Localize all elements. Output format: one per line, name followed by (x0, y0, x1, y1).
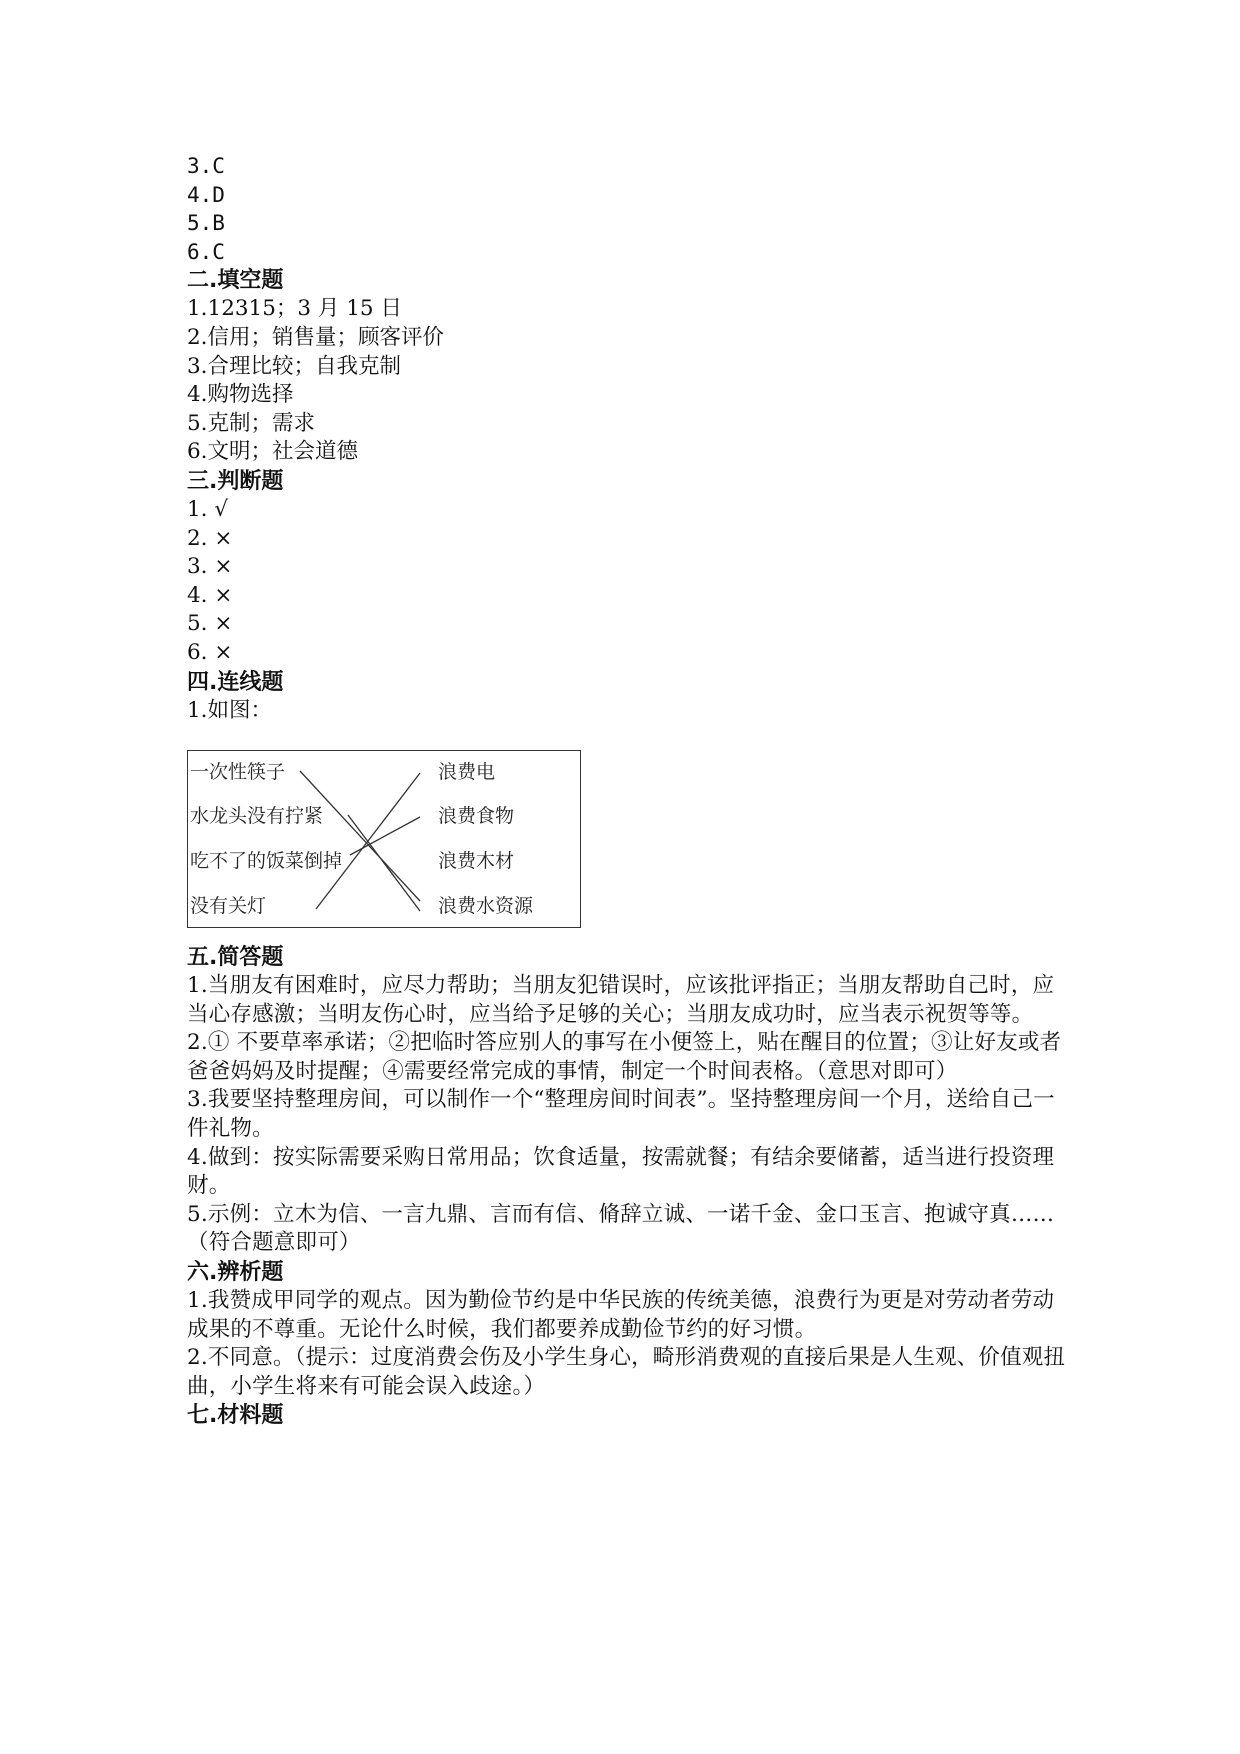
answer-paragraph: 3.我要坚持整理房间，可以制作一个“整理房间时间表”。坚持整理房间一个月，送给自己一件礼物。 (187, 1087, 1055, 1142)
analyze-answers (187, 1287, 1067, 1401)
match-line (300, 771, 420, 901)
answer-line: 1.12315；3 月 15 日 (187, 296, 402, 322)
answer-line: 6.C (187, 239, 225, 264)
answer-line: 6. × (187, 639, 233, 665)
figure-left-label: 吃不了的饭菜倒掉 (190, 850, 343, 873)
answer-line: 4.D (187, 182, 225, 207)
answer-line: 2. × (187, 525, 233, 551)
section-heading-material: 七.材料题 (187, 1403, 284, 1429)
figure-left-label: 一次性筷子 (190, 761, 286, 784)
judge-answers (187, 496, 1067, 668)
figure-right-label: 浪费木材 (438, 850, 515, 873)
fill-answers (187, 295, 1067, 467)
answer-paragraph: 2.不同意。（提示：过度消费会伤及小学生身心，畸形消费观的直接后果是人生观、价值观扭曲，小学生将来有可能会误入歧途。） (187, 1345, 1066, 1399)
figure-left-label: 没有关灯 (190, 895, 267, 918)
answer-paragraph: 2.① 不要草率承诺；②把临时答应别人的事写在小便签上，贴在醒目的位置；③让好友或者爸爸妈妈及时提醒；④需要经常完成的事情，制定一个时间表格。（意思对即可） (187, 1030, 1062, 1084)
section-heading-judge: 三.判断题 (187, 468, 284, 494)
match-line (316, 773, 420, 909)
answer-line: 2.信用；销售量；顾客评价 (187, 324, 445, 350)
section-heading-short: 五.简答题 (187, 945, 284, 971)
answer-paragraph: 5.示例：立木为信、一言九鼎、言而有信、脩辞立诚、一诺千金、金口玉言、抱诚守真……（符合题意即可） (187, 1201, 1055, 1256)
short-answers (187, 972, 1067, 1258)
answer-line: 1.如图： (187, 697, 273, 723)
choice-answers (187, 152, 1067, 266)
answer-line: 5. × (187, 611, 233, 637)
figure-right-label: 浪费电 (438, 761, 496, 784)
answer-line: 5.克制；需求 (187, 410, 316, 436)
answer-paragraph: 1.我赞成甲同学的观点。因为勤俭节约是中华民族的传统美德，浪费行为更是对劳动者劳动成果的不尊重。无论什么时候，我们都要养成勤俭节约的好习惯。 (187, 1288, 1055, 1342)
answer-line: 5.B (187, 211, 225, 236)
answer-line: 3.合理比较；自我克制 (187, 353, 402, 379)
answer-line: 3.C (187, 154, 225, 178)
answer-page (187, 152, 1067, 1430)
matching-figure (187, 750, 581, 928)
figure-right-label: 浪费食物 (438, 805, 515, 828)
figure-left-label: 水龙头没有拧紧 (190, 805, 324, 828)
answer-line: 4.购物选择 (187, 382, 294, 408)
figure-right-label: 浪费水资源 (438, 895, 534, 918)
section-heading-analyze: 六.辨析题 (187, 1260, 284, 1286)
section-heading-fill: 二.填空题 (187, 268, 284, 294)
answer-line: 1. √ (187, 496, 229, 522)
match-line (348, 815, 420, 911)
section-heading-match: 四.连线题 (187, 669, 284, 695)
answer-paragraph: 1.当朋友有困难时，应尽力帮助；当朋友犯错误时，应该批评指正；当朋友帮助自己时，应当心存感激；当明友伤心时，应当给予足够的关心；当朋友成功时，应当表示祝贺等等。 (187, 973, 1055, 1027)
answer-line: 6.文明；社会道德 (187, 439, 359, 465)
answer-line: 4. × (187, 582, 233, 608)
answer-paragraph: 4.做到：按实际需要采购日常用品；饮食适量，按需就餐；有结余要储蓄，适当进行投资理财。 (187, 1144, 1055, 1199)
answer-line: 3. × (187, 554, 233, 580)
